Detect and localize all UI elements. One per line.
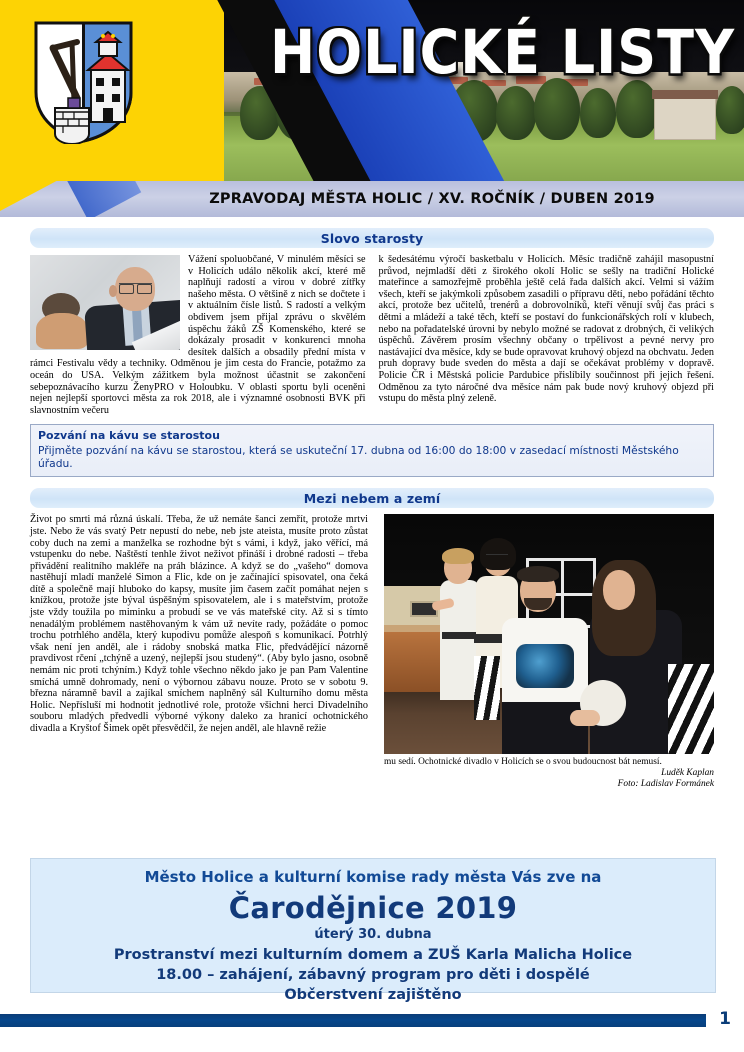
zebra-cushion: [668, 664, 714, 754]
article-paragraph: k šedesátému výročí basketbalu v Holicích. Měsíc tradičně zahájil masopustní průvod, nejmladší děti z širokého okolí Holic se sešly na tradiční Holické mateřince a samozřejmě proběhla ještě celá řada dalších akcí. Velmi si vážím všech, kteří se jakýmkoli způsobem zasadili o přípravu dětí, nebo pořádání těchto akcí, protože bez učitelů, trenérů a dobrovolníků, kteří věnují svůj čas práci s dětmi a mládeží a také těch, kteří se postaví do funkcionářských rolí v klubech, nebo na pořadatelské úrovni by nebylo možné se radovat z drobných, či velikých úspěchů. Závěrem prosím všechny občany o trpělivost a pevné nervy pro nastávající dva měsíce, kdy se bude opravovat kruhový objezd na obchvatu. Jeden pruh dopravy bude sveden do města a dají se očekávat problémy v dopravě. Policie ČR i Městská policie Pardubice přislíbily součinnost při jejich řešení. Odměnou za tyto náročné dva měsíce nám pak bude nový kruhový objezd při vstupu do města plný zeleně.: [378, 254, 714, 405]
event-program: 18.00 – zahájení, zábavný program pro děti i dospělé: [156, 967, 590, 983]
masthead: [0, 0, 744, 181]
coffee-invitation-box: [30, 424, 714, 477]
section-heading-label: Slovo starosty: [320, 230, 424, 246]
event-refreshments: Občerstvení zajištěno: [284, 987, 462, 1003]
masthead-subtitle-text: ZPRAVODAJ MĚSTA HOLIC / XV. ROČNÍK / DUBEN 2019: [209, 191, 655, 207]
zebra-prop: [474, 656, 500, 720]
event-invite-line: Město Holice a kulturní komise rady města Vás zve na: [144, 868, 602, 886]
page-number: 1: [719, 1009, 731, 1029]
article2-left-column: [30, 514, 368, 734]
section-heading-slovo-starosty: [30, 228, 714, 248]
caption-author: Luděk Kaplan: [661, 768, 714, 779]
event-announcement-box: [30, 858, 716, 1003]
article-slovo-starosty-body: [30, 254, 714, 416]
event-location: Prostranství mezi kulturním domem a ZUŠ Karla Malicha Holice: [113, 947, 633, 963]
section-heading-label: Mezi nebem a zemí: [303, 490, 441, 506]
article-paragraph: Vážení spoluobčané, V minulém měsíci se v Holicích událo několik akcí, které mě naplňují radostí a virou v dobré zítřky našeho města. O většině z nich se dočtete i v aktuálním čísle listů. S radostí a velkým obdivem jsem přijal zprávu o skvělém úspěchu žáků ZŠ Komenského, které se dokázaly prosadit v konkurenci mnoha desítek dalších a obsadily přední místa v rámci Festivalu vědy a techniky. Odměnou je jim cesta do Francie, potažmo za oceán do USA. Velkým zážitkem byla možnost účastnit se zakončení sebepoznávacího kurzu ŽenyPRO v Holoubku. V oblasti sportu byli oceněni nejen nejlepší sportovci města za rok 2018, ale i významné osobnosti BVK při slavnostním večeru: [30, 254, 366, 416]
section-heading-mezi-nebem-a-zemi: [30, 488, 714, 508]
footer-bar: [0, 1014, 706, 1027]
caption-photo-credit: Foto: Ladislav Formánek: [617, 779, 714, 790]
theatre-performance-photo: [384, 514, 714, 754]
holice-coat-of-arms-icon: [33, 20, 134, 144]
page-content: [0, 228, 744, 790]
article-paragraph: Život po smrti má různá úskalí. Třeba, že už nemáte šanci zemřít, protože mrtvi jste. Nebo že vás svatý Petr nepustí do nebe, neb jste ateista, musíte proto zůstat coby duch na zemi a manželka se rozhodne být s vámi, i když, jako věřící, má vstupenku do nebe. Naštěstí tenhle život neživot přináší i drobné radosti – třeba přivádění realitního makléře na práh blázince. A když se do „vašeho“ domova nastěhují mladí manželé Simon a Flic, kde on je začínající spisovatel, ona čeká dítě a společně mají hluboko do kapsy, musíte jim časem začít pomáhat nejen s knížkou, protože jste býval úspěšným spisovatelem, ale i s mateřstvím, protože jste vždy toužila po miminku a probudí se ve vás mateřské city. Až si s tímto nenadálým problémem nastěhovaným k vám už nevíte rady, požádáte o pomoc trochu potrhlého anděla, který kupodivu pomůže alespoň s komunikací. Potrhlý však není jen anděl, ale i rádoby snobská matka Flic, předvádějící názorně pravdivost rčení „tchýně a uzený, nejlepší jsou studený“. (Aby bylo jasno, osobně nemám nic proti tchýním.) Když tohle všechno někdo jako je pan Pam Valentine smíchá umně dohromady, není o výbornou zábavu nouze. Proto se v sobotu 9. března náramně bavil a zajíkal smíchem naplněný sál Kulturního domu města Holic. Nepřísluší mi hodnotit jednotlivé role, protože všichni herci Divadelního souboru mladých předvedli výborné výkony daleko za hranicí ochotnického divadla a Kryštof Šimek opět přesvědčil, že nejen anděl, ale hlavně režie: [30, 514, 368, 734]
subtitle-bar-diagonal-accent: [0, 181, 250, 217]
article-mezi-nebem-a-zemi: [30, 514, 714, 790]
event-title: Čarodějnice 2019: [228, 891, 518, 925]
invitation-title: Pozvání na kávu se starostou: [38, 429, 220, 443]
event-date: úterý 30. dubna: [314, 927, 432, 942]
photo-caption: [384, 757, 714, 790]
caption-text: mu sedí. Ochotnické divadlo v Holicích se o svou budoucnost bát nemusí.: [384, 757, 662, 768]
invitation-body: Přijměte pozvání na kávu se starostou, která se uskuteční 17. dubna od 16:00 do 18:00 v zasedací místnosti Městského úřadu.: [38, 444, 679, 471]
article2-right-column: [384, 514, 714, 790]
masthead-subtitle-bar: [0, 181, 744, 217]
mayor-portrait-photo: [30, 255, 180, 350]
masthead-title: HOLICKÉ LISTY: [270, 17, 736, 88]
